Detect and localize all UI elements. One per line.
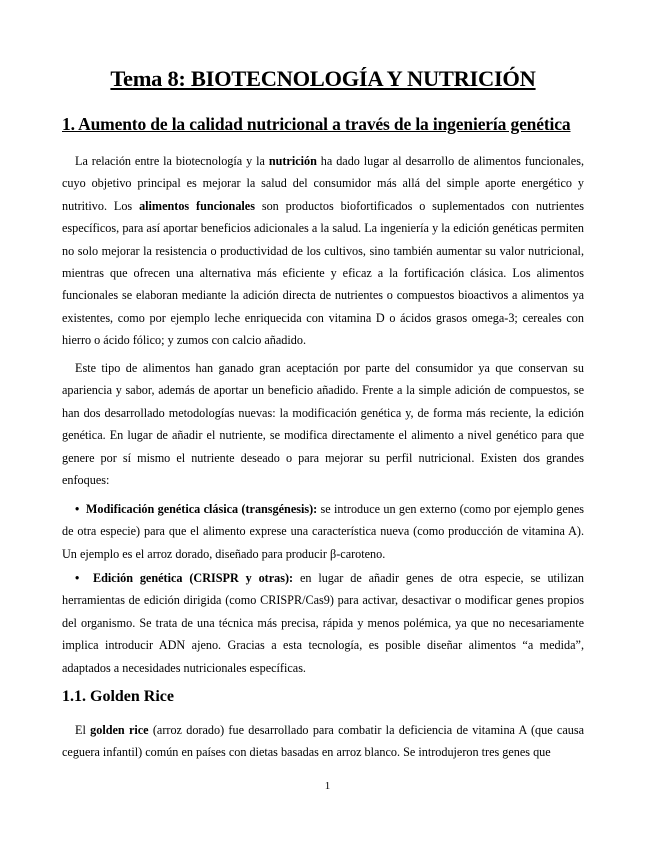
bullet-item-transgenesis <box>62 498 584 565</box>
bullet-text-crispr: en lugar de añadir genes de otra especie, se utilizan herramientas de edición dirigida (como CRISPR/Cas9) para activar, desactivar o modificar genes propios del organismo. Se trata de una técnica más precisa, rápida y menos polémica, ya que no necesariamente implica introducir ADN ajeno. Gracias a esta tecnología, es posible diseñar alimentos “a medida”, adaptados a necesidades nutricionales específicas. <box>62 571 585 675</box>
paragraph-3-text-c: (arroz dorado) fue desarrollado para combatir la deficiencia de vitamina A (que causa ceguera infantil) común en países con dietas basadas en arroz blanco. Se introdujeron tres genes que <box>62 723 584 760</box>
bullet-marker: • <box>75 502 80 516</box>
bullet-term-crispr: Edición genética (CRISPR y otras): <box>93 571 294 585</box>
paragraph-3 <box>62 719 584 764</box>
section-heading-1-1: 1.1. Golden Rice <box>62 688 174 705</box>
page-number: 1 <box>324 780 331 792</box>
section-heading-1: 1. Aumento de la calidad nutricional a través de la ingeniería genética <box>62 114 571 134</box>
bullet-term-transgenesis: Modificación genética clásica (transgénesis): <box>85 502 318 516</box>
paragraph-1 <box>62 150 584 352</box>
term-alimentos-funcionales: alimentos funcionales <box>139 198 255 213</box>
paragraph-1-text-d: son productos biofortificados o suplementados con nutrientes específicos, para así aportar beneficios adicionales a la salud. La ingeniería y la edición genéticas permiten no solo mejorar la resistencia o productividad de los cultivos, sino también aumentar su valor nutricional, mientras que ofrecen una alternativa más eficiente y eficaz a la fortificación clásica. Los alimentos funcionales se elaboran mediante la adición directa de nutrientes o compuestos bioactivos a alimentos ya existentes, como por ejemplo leche enriquecida con vitamina D o ácidos grasos omega-3; cereales con hierro o ácido fólico; y zumos con calcio añadido. <box>62 198 584 348</box>
paragraph-3-text-a: El <box>75 723 91 737</box>
bullet-item-crispr <box>62 567 584 679</box>
term-golden-rice: golden rice <box>90 723 149 737</box>
bullet-text-transgenesis: se introduce un gen externo (como por ejemplo genes de otra especie) para que el alimento exprese una característica nueva (como producción de vitamina A). Un ejemplo es el arroz dorado, diseñado para producir β-caroteno. <box>62 502 584 561</box>
paragraph-1-text-a: La relación entre la biotecnología y la <box>75 154 269 168</box>
bullet-marker: • <box>75 571 80 585</box>
paragraph-1-text-c: ha dado lugar al desarrollo de alimentos funcionales, cuyo objetivo principal es mejorar la salud del consumidor más allá del simple aporte energético y nutritivo. Los <box>62 154 584 213</box>
paragraph-2: Este tipo de alimentos han ganado gran aceptación por parte del consumidor ya que conservan su apariencia y sabor, además de aportar un beneficio añadido. Frente a la simple adición de compuestos, se han dos desarrollado metodologías nuevas: la modificación genética y, de forma más reciente, la edición genética. En lugar de añadir el nutriente, se modifica directamente el alimento a nivel genético para que genere por sí mismo el nutriente deseado o para mejorar su perfil nutricional. Existen dos grandes enfoques: <box>62 361 584 488</box>
document-title: Tema 8: BIOTECNOLOGÍA Y NUTRICIÓN <box>110 66 536 91</box>
term-nutricion: nutrición <box>268 154 317 168</box>
